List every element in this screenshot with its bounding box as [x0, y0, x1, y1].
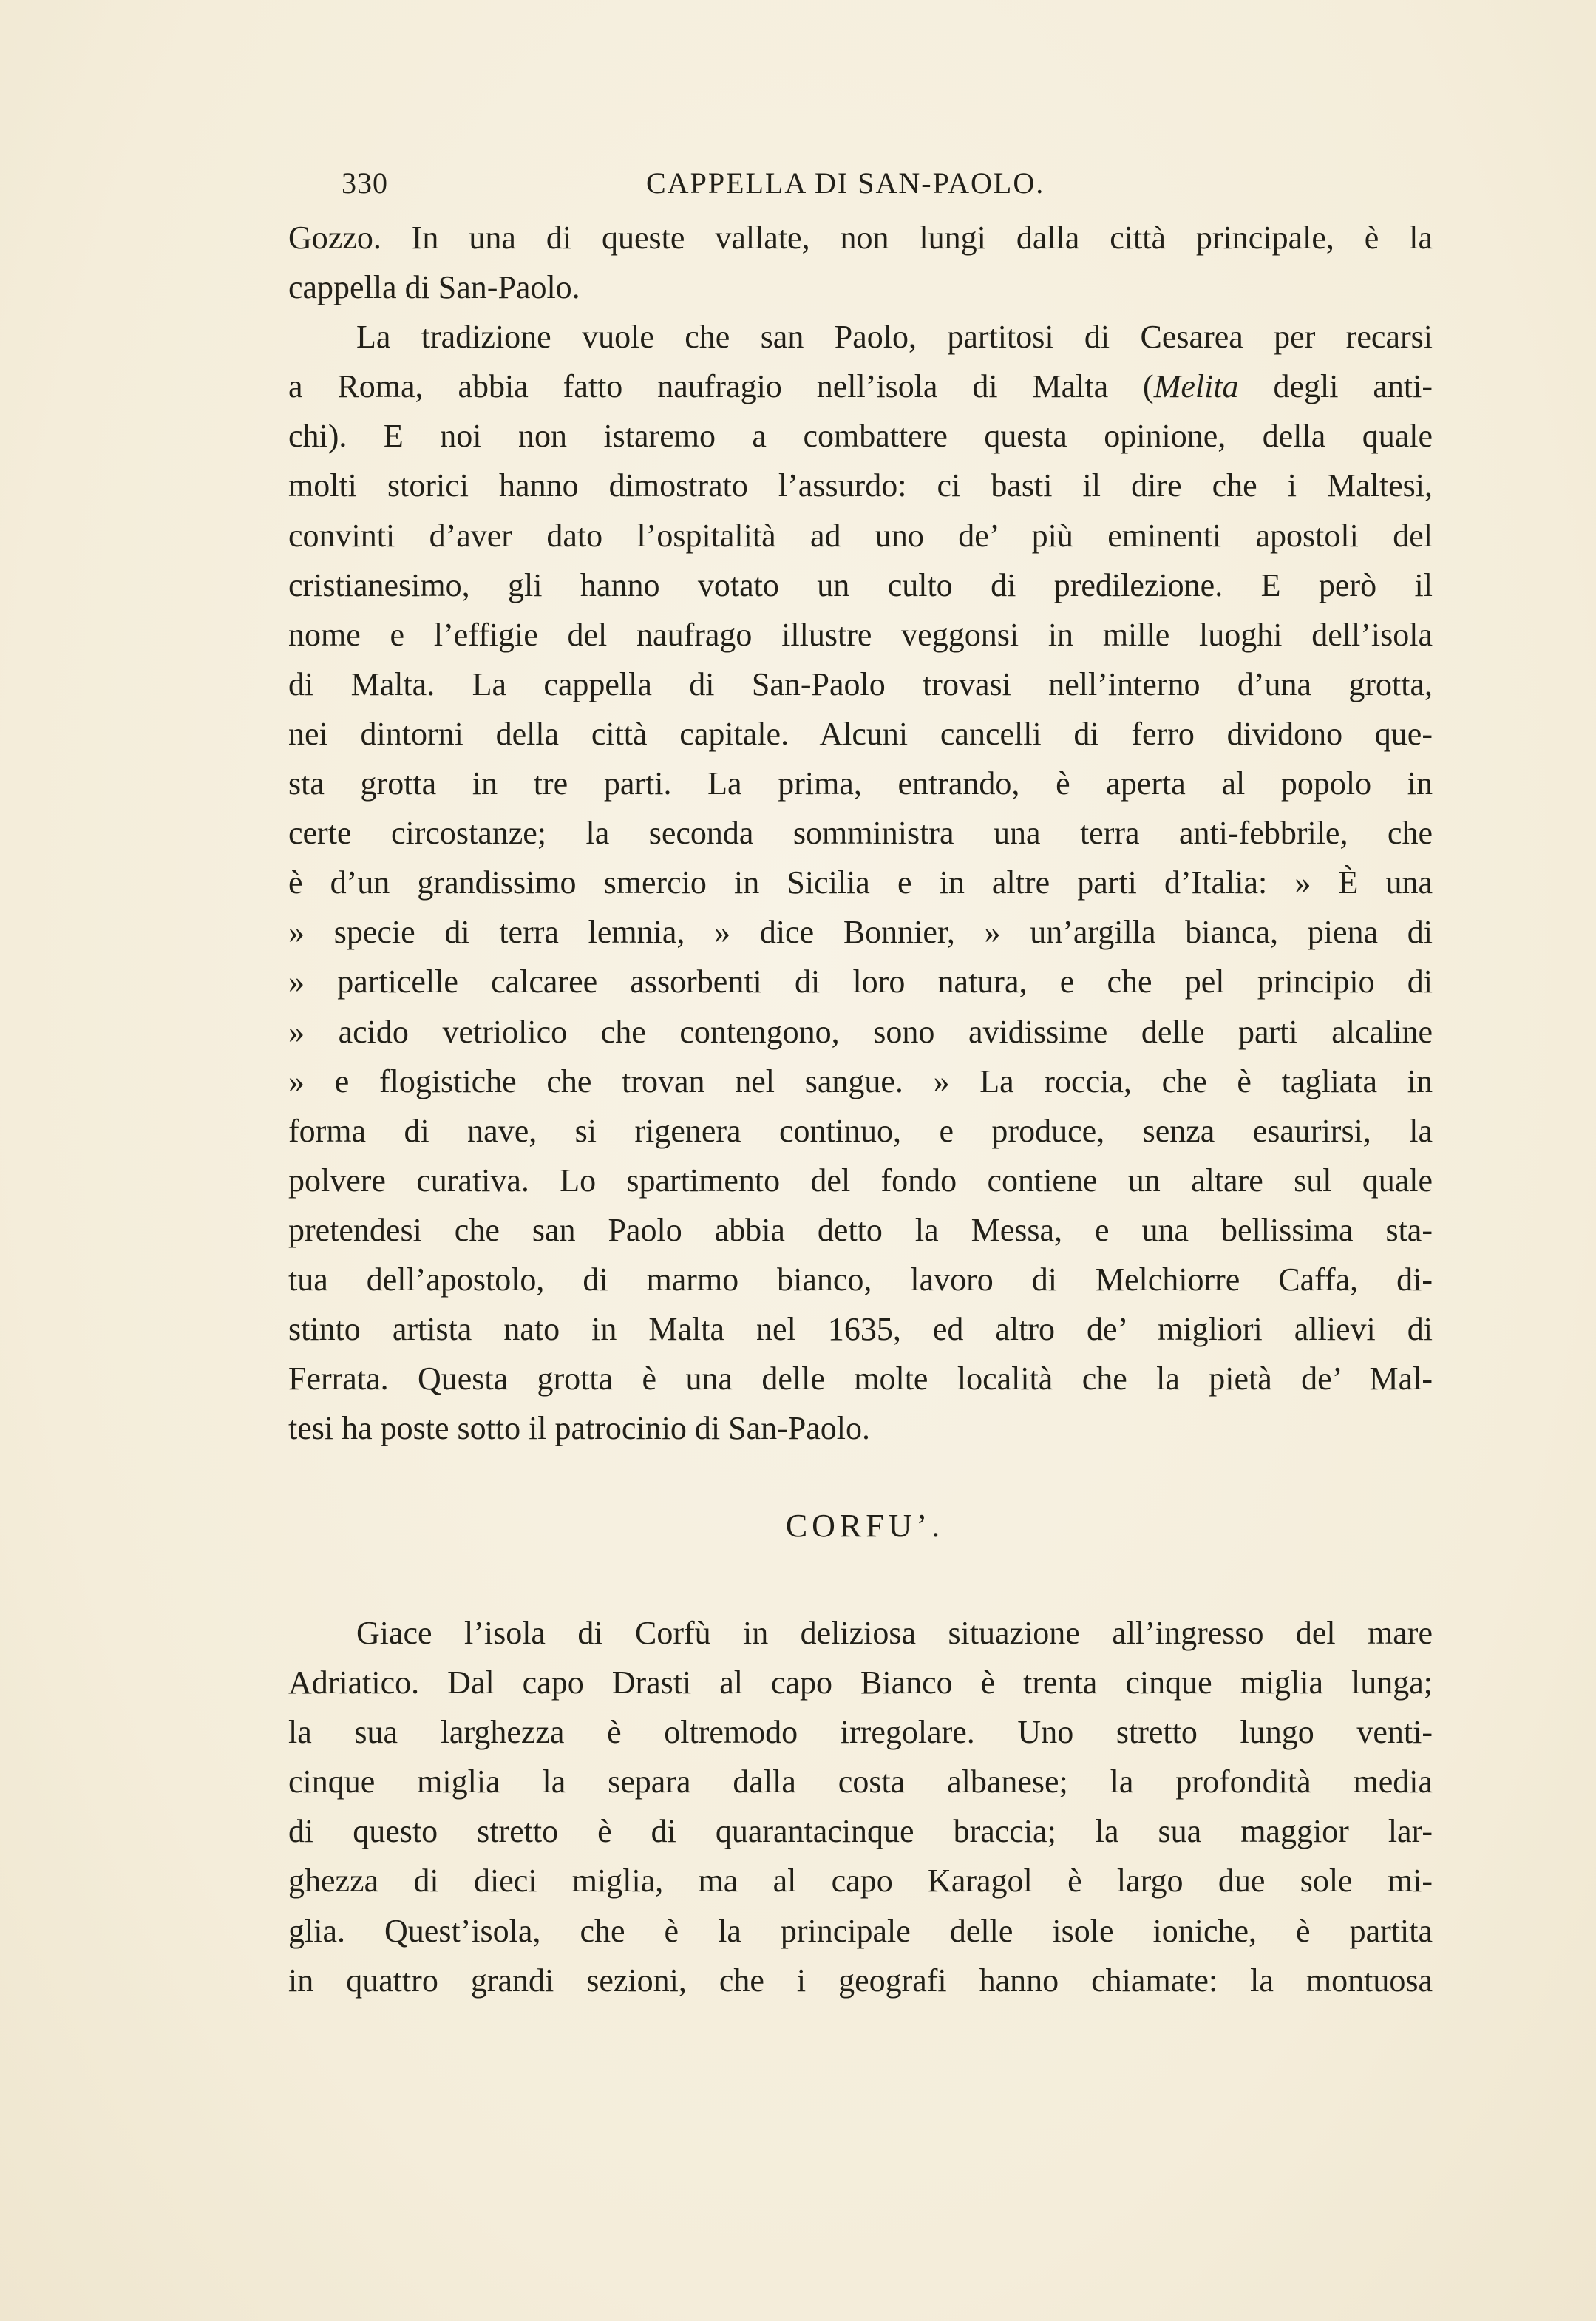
text-line: di Malta. La cappella di San-Paolo trovasi nell’interno d’una grotta, — [288, 665, 1433, 702]
text-line: » acido vetriolico che contengono, sono avidissime delle parti alcaline — [288, 1013, 1433, 1050]
text-line: » e flogistiche che trovan nel sangue. » La roccia, che è tagliata in — [288, 1063, 1433, 1099]
text-line: cinque miglia la separa dalla costa albanese; la profondità media — [288, 1763, 1433, 1800]
text-line: stinto artista nato in Malta nel 1635, ed altro de’ migliori allievi di — [288, 1311, 1433, 1348]
text-line: certe circostanze; la seconda somministra una terra anti-febbrile, che — [288, 815, 1433, 852]
text-line: tesi ha poste sotto il patrocinio di San-Paolo. — [288, 1410, 871, 1447]
text-line: tua dell’apostolo, di marmo bianco, lavoro di Melchiorre Caffa, di- — [288, 1261, 1433, 1298]
text-span: degli anti- — [1238, 368, 1433, 405]
text-line: » specie di terra lemnia, » dice Bonnier, » un’argilla bianca, piena di — [288, 914, 1433, 951]
text-line: molti storici hanno dimostrato l’assurdo: ci basti il dire che i Maltesi, — [288, 467, 1433, 504]
running-title: CAPPELLA DI SAN-PAOLO. — [646, 166, 1045, 200]
paragraph-san-paolo — [288, 213, 1433, 1453]
text-line: Ferrata. Questa grotta è una delle molte località che la pietà de’ Mal- — [288, 1361, 1433, 1397]
text-line: è d’un grandissimo smercio in Sicilia e in altre parti d’Italia: » È una — [288, 864, 1433, 901]
text-line: cristianesimo, gli hanno votato un culto di predilezione. E però il — [288, 566, 1433, 603]
text-line: nome e l’effigie del naufrago illustre veggonsi in mille luoghi dell’isola — [288, 616, 1433, 653]
text-line: Gozzo. In una di queste vallate, non lungi dalla città principale, è la — [288, 220, 1433, 256]
text-line: di questo stretto è di quarantacinque braccia; la sua maggior lar- — [288, 1813, 1433, 1850]
page-number: 330 — [342, 166, 388, 200]
text-line: cappella di San-Paolo. — [288, 269, 580, 306]
text-line: La tradizione vuole che san Paolo, partitosi di Cesarea per recarsi — [356, 319, 1433, 356]
text-line: Giace l’isola di Corfù in deliziosa situazione all’ingresso del mare — [356, 1615, 1433, 1651]
italic-term-melita: Melita — [1153, 368, 1239, 405]
text-span: a Roma, abbia fatto naufragio nell’isola di Malta ( — [288, 368, 1154, 405]
text-line — [288, 362, 1433, 411]
text-line: glia. Quest’isola, che è la principale delle isole ioniche, è partita — [288, 1912, 1433, 1949]
text-line: la sua larghezza è oltremodo irregolare. Uno stretto lungo venti- — [288, 1714, 1433, 1751]
text-line: convinti d’aver dato l’ospitalità ad uno de’ più eminenti apostoli del — [288, 517, 1433, 554]
text-line: forma di nave, si rigenera continuo, e produce, senza esaurirsi, la — [288, 1112, 1433, 1149]
text-line: chi). E noi non istaremo a combattere questa opinione, della quale — [288, 418, 1433, 455]
text-line: ghezza di dieci miglia, ma al capo Karagol è largo due sole mi- — [288, 1863, 1433, 1900]
text-line: pretendesi che san Paolo abbia detto la Messa, e una bellissima sta- — [288, 1211, 1433, 1248]
text-line: in quattro grandi sezioni, che i geografi hanno chiamate: la montuosa — [288, 1962, 1433, 1999]
text-line: » particelle calcaree assorbenti di loro natura, e che pel principio di — [288, 963, 1433, 1000]
section-heading-corfu: CORFU’. — [785, 1508, 945, 1544]
text-line: polvere curativa. Lo spartimento del fondo contiene un altare sul quale — [288, 1162, 1433, 1199]
paragraph-corfu — [288, 1608, 1433, 2005]
text-line: sta grotta in tre parti. La prima, entrando, è aperta al popolo in — [288, 765, 1433, 802]
running-head — [342, 166, 1088, 210]
text-line: nei dintorni della città capitale. Alcuni cancelli di ferro dividono que- — [288, 715, 1433, 752]
text-line: Adriatico. Dal capo Drasti al capo Bianco è trenta cinque miglia lunga; — [288, 1664, 1433, 1701]
